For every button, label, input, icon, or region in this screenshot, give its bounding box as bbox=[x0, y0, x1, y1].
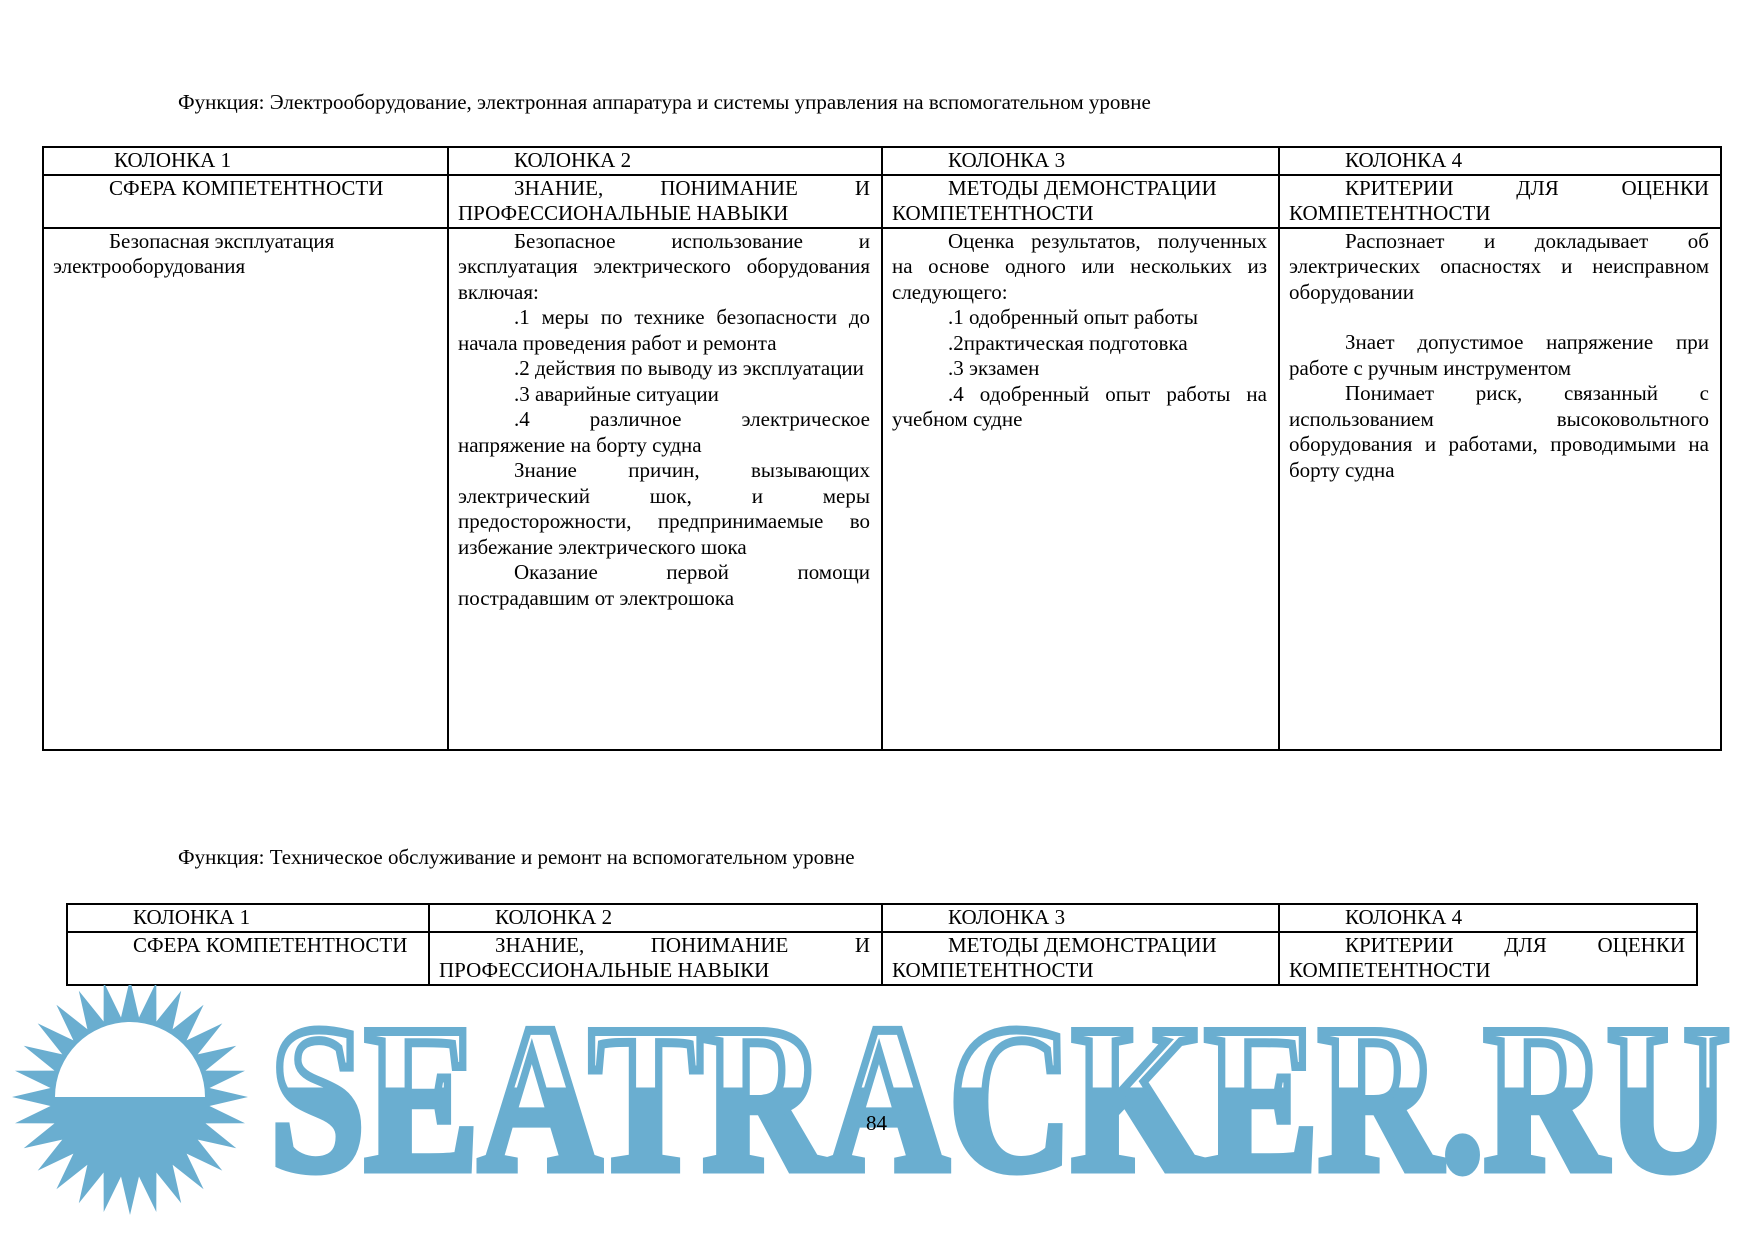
criteria-item: Знает допустимое напряжение при работе с ручным инструментом bbox=[1289, 330, 1709, 380]
column-header-3: КОЛОНКА 3 bbox=[882, 904, 1279, 932]
column-header-3: КОЛОНКА 3 bbox=[882, 147, 1279, 175]
header-methods-text: МЕТОДЫ ДЕМОНСТРАЦИИ КОМПЕТЕНТНОСТИ bbox=[892, 175, 1217, 225]
column-header-2: КОЛОНКА 2 bbox=[429, 904, 882, 932]
function-caption-2: Функция: Техническое обслуживание и ремонт на вспомогательном уровне bbox=[178, 845, 855, 869]
header-knowledge-text: ЗНАНИЕ, ПОНИМАНИЕ И ПРОФЕССИОНАЛЬНЫЕ НАВЫКИ bbox=[439, 932, 870, 982]
knowledge-item: .2 действия по выводу из эксплуатации bbox=[514, 356, 864, 380]
header-methods bbox=[882, 175, 1279, 228]
column-header-4: КОЛОНКА 4 bbox=[1279, 904, 1697, 932]
methods-item: Оценка результатов, полученных на основе одного или нескольких из следующего: bbox=[892, 228, 1267, 304]
competence-table-1 bbox=[42, 146, 1722, 751]
knowledge-item: Знание причин, вызывающих электрический шок, и меры предосторожности, предпринимаемые во избежание электрического шока bbox=[458, 458, 870, 559]
header-methods bbox=[882, 932, 1279, 985]
knowledge-cell bbox=[448, 228, 882, 750]
methods-item: .2практическая подготовка bbox=[948, 330, 1188, 355]
header-criteria bbox=[1279, 175, 1721, 228]
table-title-row bbox=[43, 175, 1721, 228]
header-criteria-text: КРИТЕРИИ ДЛЯ ОЦЕНКИ КОМПЕТЕНТНОСТИ bbox=[1289, 175, 1709, 225]
knowledge-item: .1 меры по технике безопасности до начала проведения работ и ремонта bbox=[458, 305, 870, 355]
criteria-item: Распознает и докладывает об электрических опасностях и неисправном оборудовании bbox=[1289, 228, 1709, 304]
header-criteria-text: КРИТЕРИИ ДЛЯ ОЦЕНКИ КОМПЕТЕНТНОСТИ bbox=[1289, 932, 1685, 982]
sun-icon bbox=[12, 985, 248, 1215]
methods-cell bbox=[882, 228, 1279, 750]
header-competence-text: СФЕРА КОМПЕТЕНТНОСТИ bbox=[133, 932, 408, 957]
column-header-1: КОЛОНКА 1 bbox=[67, 904, 429, 932]
methods-item: .4 одобренный опыт работы на учебном судне bbox=[892, 381, 1267, 431]
header-knowledge bbox=[429, 932, 882, 985]
competence-text: Безопасная эксплуатация электрооборудования bbox=[53, 228, 335, 278]
criteria-item: Понимает риск, связанный с использованием высоковольтного оборудования и работами, проводимыми на борту судна bbox=[1289, 381, 1709, 482]
header-knowledge-text: ЗНАНИЕ, ПОНИМАНИЕ И ПРОФЕССИОНАЛЬНЫЕ НАВЫКИ bbox=[458, 175, 870, 225]
page-number: 84 bbox=[866, 1111, 887, 1135]
methods-item: .1 одобренный опыт работы bbox=[948, 305, 1198, 329]
competence-table-2 bbox=[66, 903, 1698, 986]
competence-cell bbox=[43, 228, 448, 750]
table-row bbox=[43, 228, 1721, 750]
criteria-cell bbox=[1279, 228, 1721, 750]
column-header-1: КОЛОНКА 1 bbox=[43, 147, 448, 175]
header-competence-text: СФЕРА КОМПЕТЕНТНОСТИ bbox=[109, 175, 384, 200]
header-knowledge bbox=[448, 175, 882, 228]
spacer bbox=[1289, 305, 1709, 330]
table-header-row bbox=[67, 904, 1697, 932]
knowledge-item: Оказание первой помощи пострадавшим от электрошока bbox=[458, 560, 870, 610]
function-caption-1: Функция: Электрооборудование, электронная аппаратура и системы управления на вспомогательном уровне bbox=[178, 90, 1151, 114]
header-methods-text: МЕТОДЫ ДЕМОНСТРАЦИИ КОМПЕТЕНТНОСТИ bbox=[892, 932, 1217, 982]
knowledge-item: Безопасное использование и эксплуатация электрического оборудования включая: bbox=[458, 228, 870, 304]
methods-item: .3 экзамен bbox=[948, 356, 1040, 380]
header-competence bbox=[67, 932, 429, 985]
header-competence bbox=[43, 175, 448, 228]
knowledge-item: .4 различное электрическое напряжение на борту судна bbox=[458, 407, 870, 457]
table-title-row bbox=[67, 932, 1697, 985]
watermark-text: SEATRACKER.RU bbox=[270, 985, 1730, 1215]
column-header-2: КОЛОНКА 2 bbox=[448, 147, 882, 175]
table-header-row bbox=[43, 147, 1721, 175]
knowledge-item: .3 аварийные ситуации bbox=[514, 381, 719, 406]
column-header-4: КОЛОНКА 4 bbox=[1279, 147, 1721, 175]
header-criteria bbox=[1279, 932, 1697, 985]
